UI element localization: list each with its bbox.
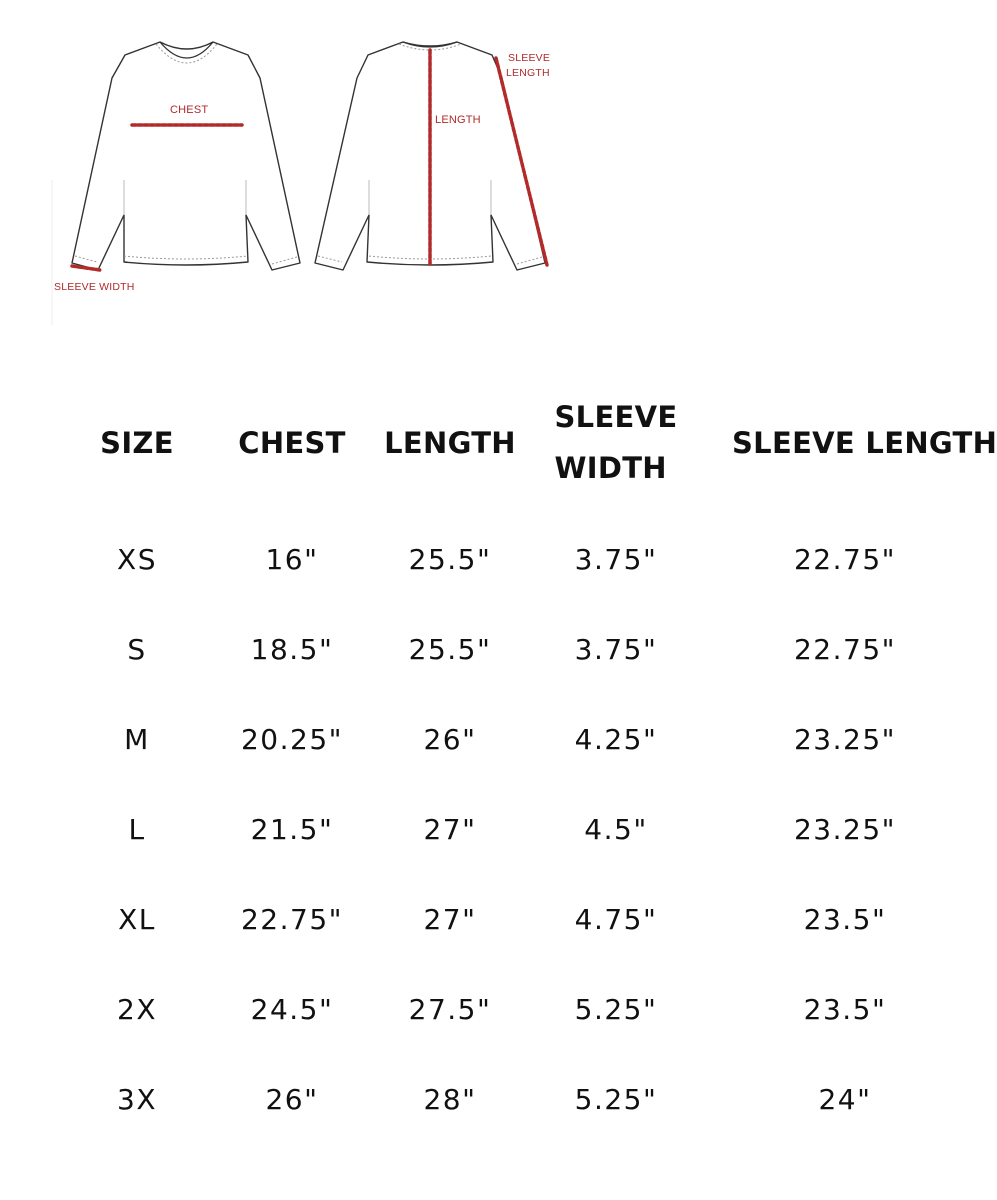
cell-chest: 16" [265, 543, 319, 576]
cell-sleeve-length: 23.25" [793, 723, 897, 756]
chest-label: CHEST [170, 104, 209, 116]
measurement-diagram [50, 30, 560, 330]
cell-length: 27" [423, 903, 477, 936]
cell-length: 28" [423, 1083, 477, 1116]
cell-size: XL [118, 903, 156, 936]
cell-length: 25.5" [408, 543, 492, 576]
cell-sleeve-width: 4.25" [574, 723, 658, 756]
cell-size: S [127, 633, 147, 666]
cell-sleeve-length: 22.75" [793, 633, 897, 666]
cell-length: 25.5" [408, 633, 492, 666]
header-sleeve-width [554, 392, 677, 494]
cell-size: XS [117, 543, 157, 576]
header-sleeve-length: SLEEVE LENGTH [732, 426, 997, 460]
cell-chest: 26" [265, 1083, 319, 1116]
cell-size: 3X [117, 1083, 157, 1116]
cell-sleeve-width: 5.25" [574, 1083, 658, 1116]
cell-sleeve-length: 23.5" [803, 903, 887, 936]
header-length: LENGTH [384, 426, 516, 460]
cell-sleeve-width: 3.75" [574, 633, 658, 666]
cell-sleeve-width: 4.75" [574, 903, 658, 936]
cell-chest: 24.5" [250, 993, 334, 1026]
cell-length: 26" [423, 723, 477, 756]
cell-sleeve-width: 4.5" [584, 813, 648, 846]
cell-length: 27.5" [408, 993, 492, 1026]
cell-chest: 20.25" [240, 723, 344, 756]
size-chart-table [0, 390, 997, 1150]
front-shirt-icon [72, 42, 300, 270]
cell-sleeve-length: 22.75" [793, 543, 897, 576]
cell-sleeve-length: 24" [818, 1083, 872, 1116]
cell-sleeve-length: 23.5" [803, 993, 887, 1026]
cell-length: 27" [423, 813, 477, 846]
header-chest: CHEST [238, 426, 346, 460]
sleeve-length-label-line2: LENGTH [506, 67, 550, 79]
sleeve-width-label: SLEEVE WIDTH [54, 281, 135, 293]
cell-chest: 21.5" [250, 813, 334, 846]
header-size: SIZE [100, 426, 174, 460]
cell-size: L [128, 813, 146, 846]
length-label: LENGTH [435, 114, 481, 126]
header-sleeve-width-line1: SLEEVE [554, 400, 678, 434]
cell-size: 2X [117, 993, 157, 1026]
cell-chest: 18.5" [250, 633, 334, 666]
cell-sleeve-width: 5.25" [574, 993, 658, 1026]
cell-sleeve-width: 3.75" [574, 543, 658, 576]
sleeve-length-label-line1: SLEEVE [508, 52, 551, 64]
cell-size: M [124, 723, 150, 756]
header-sleeve-width-line2: WIDTH [554, 451, 667, 485]
cell-chest: 22.75" [240, 903, 344, 936]
cell-sleeve-length: 23.25" [793, 813, 897, 846]
shirt-measurement-illustration [50, 30, 560, 330]
